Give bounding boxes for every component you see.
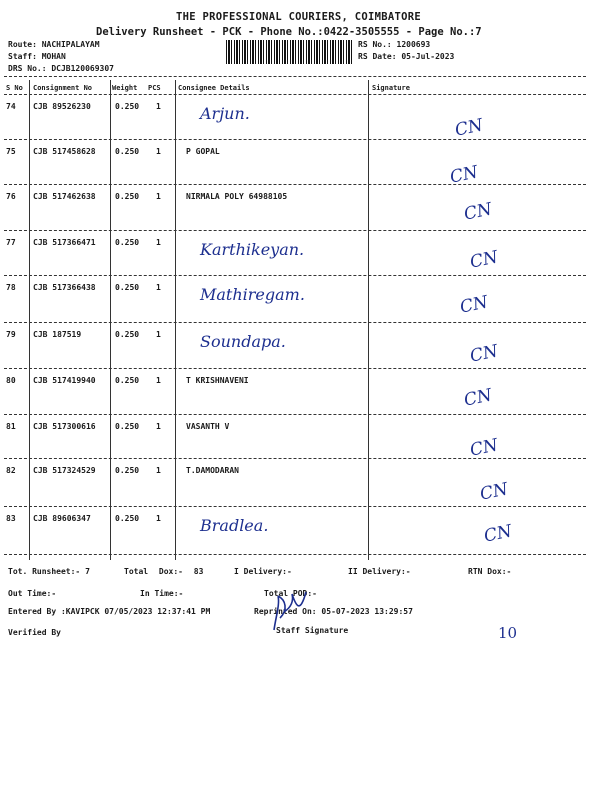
col-consignee: Consignee Details — [178, 84, 250, 92]
rs-date: RS Date: 05-Jul-2023 — [358, 52, 455, 61]
row-weight: 0.250 — [115, 238, 140, 247]
row-rule — [4, 139, 586, 140]
route-label: Route: NACHIPALAYAM — [8, 40, 100, 49]
row-sno: 76 — [6, 192, 16, 201]
row-weight: 0.250 — [115, 376, 140, 385]
row-consignment: CJB 517324529 — [33, 466, 96, 475]
staff-signature-scribble-icon — [266, 586, 310, 636]
row-signature: CN — [458, 292, 490, 318]
runsheet-title: Delivery Runsheet - PCK - Phone No.:0422-3505555 - Page No.:7 — [96, 26, 482, 38]
row-consignment: CJB 187519 — [33, 330, 82, 339]
i-delivery: I Delivery:- — [234, 567, 292, 576]
row-sno: 74 — [6, 102, 16, 111]
verified-by: Verified By — [8, 628, 61, 637]
row-sno: 82 — [6, 466, 16, 475]
row-signature: CN — [453, 115, 485, 141]
row-weight: 0.250 — [115, 330, 140, 339]
row-rule — [4, 506, 586, 507]
row-consignee: NIRMALA POLY 64988105 — [186, 192, 288, 201]
ii-delivery: II Delivery:- — [348, 567, 411, 576]
row-pcs: 1 — [156, 102, 161, 111]
row-rule — [4, 184, 586, 185]
row-consignee: T.DAMODARAN — [186, 466, 239, 475]
row-signature: CN — [462, 385, 494, 411]
rs-number: RS No.: 1200693 — [358, 40, 431, 49]
row-sno: 75 — [6, 147, 16, 156]
row-weight: 0.250 — [115, 192, 140, 201]
row-signature: CN — [448, 162, 480, 188]
row-signature: CN — [468, 247, 500, 273]
row-signature: CN — [468, 435, 500, 461]
row-consignee-handwritten: Arjun. — [200, 104, 250, 123]
row-consignment: CJB 89526230 — [33, 102, 91, 111]
col-pcs: PCS — [148, 84, 161, 92]
staff-signature: Staff Signature — [276, 626, 349, 635]
row-weight: 0.250 — [115, 102, 140, 111]
row-consignee-handwritten: Karthikeyan. — [200, 240, 305, 259]
row-weight: 0.250 — [115, 466, 140, 475]
row-pcs: 1 — [156, 238, 161, 247]
row-weight: 0.250 — [115, 422, 140, 431]
row-sno: 83 — [6, 514, 16, 523]
col-divider — [29, 80, 30, 560]
row-pcs: 1 — [156, 376, 161, 385]
row-pcs: 1 — [156, 466, 161, 475]
row-rule — [4, 230, 586, 231]
row-sno: 81 — [6, 422, 16, 431]
row-sno: 78 — [6, 283, 16, 292]
row-consignment: CJB 517366471 — [33, 238, 96, 247]
col-signature: Signature — [372, 84, 410, 92]
page-mark: 10 — [498, 624, 518, 642]
in-time: In Time:- — [140, 589, 184, 598]
row-consignee-handwritten: Soundapa. — [200, 332, 286, 351]
staff-label: Staff: MOHAN — [8, 52, 66, 61]
row-rule — [4, 275, 586, 276]
row-consignment: CJB 517462638 — [33, 192, 96, 201]
row-pcs: 1 — [156, 422, 161, 431]
row-sno: 79 — [6, 330, 16, 339]
company-name: THE PROFESSIONAL COURIERS, COIMBATORE — [176, 11, 421, 23]
row-consignee-handwritten: Mathiregam. — [200, 285, 305, 304]
header-top-rule — [4, 76, 586, 77]
row-consignment: CJB 89606347 — [33, 514, 91, 523]
row-rule — [4, 554, 586, 555]
row-weight: 0.250 — [115, 514, 140, 523]
row-rule — [4, 414, 586, 415]
row-weight: 0.250 — [115, 283, 140, 292]
row-consignment: CJB 517419940 — [33, 376, 96, 385]
row-signature: CN — [468, 341, 500, 367]
row-signature: CN — [482, 521, 514, 547]
row-consignee-handwritten: Bradlea. — [200, 516, 269, 535]
row-sno: 77 — [6, 238, 16, 247]
tot-runsheet: Tot. Runsheet:- 7 — [8, 567, 90, 576]
row-rule — [4, 368, 586, 369]
total-dox: Total Dox:- 83 — [124, 567, 204, 576]
col-divider — [368, 80, 369, 560]
col-sno: S No — [6, 84, 23, 92]
col-weight: Weight — [112, 84, 138, 92]
row-consignee: T KRISHNAVENI — [186, 376, 249, 385]
col-divider — [110, 80, 111, 560]
header-bottom-rule — [4, 94, 586, 95]
row-pcs: 1 — [156, 192, 161, 201]
row-rule — [4, 458, 586, 459]
row-weight: 0.250 — [115, 147, 140, 156]
barcode — [226, 40, 352, 64]
row-consignee: P GOPAL — [186, 147, 220, 156]
reprinted-on: Reprinted On: 05-07-2023 13:29:57 — [254, 607, 413, 616]
row-signature: CN — [478, 479, 510, 505]
col-divider — [175, 80, 176, 560]
row-consignment: CJB 517366438 — [33, 283, 96, 292]
row-pcs: 1 — [156, 330, 161, 339]
row-consignment: CJB 517458628 — [33, 147, 96, 156]
row-pcs: 1 — [156, 147, 161, 156]
row-rule — [4, 322, 586, 323]
out-time: Out Time:- — [8, 589, 57, 598]
row-consignment: CJB 517300616 — [33, 422, 96, 431]
drs-number: DRS No.: DCJB120069307 — [8, 64, 114, 73]
row-pcs: 1 — [156, 514, 161, 523]
rtn-dox: RTN Dox:- — [468, 567, 512, 576]
row-pcs: 1 — [156, 283, 161, 292]
entered-by: Entered By :KAVIPCK 07/05/2023 12:37:41 PM — [8, 607, 211, 616]
row-consignee: VASANTH V — [186, 422, 230, 431]
row-signature: CN — [462, 199, 494, 225]
col-consignment: Consignment No — [33, 84, 93, 92]
row-sno: 80 — [6, 376, 16, 385]
total-pod: Total POD:- — [264, 589, 317, 598]
